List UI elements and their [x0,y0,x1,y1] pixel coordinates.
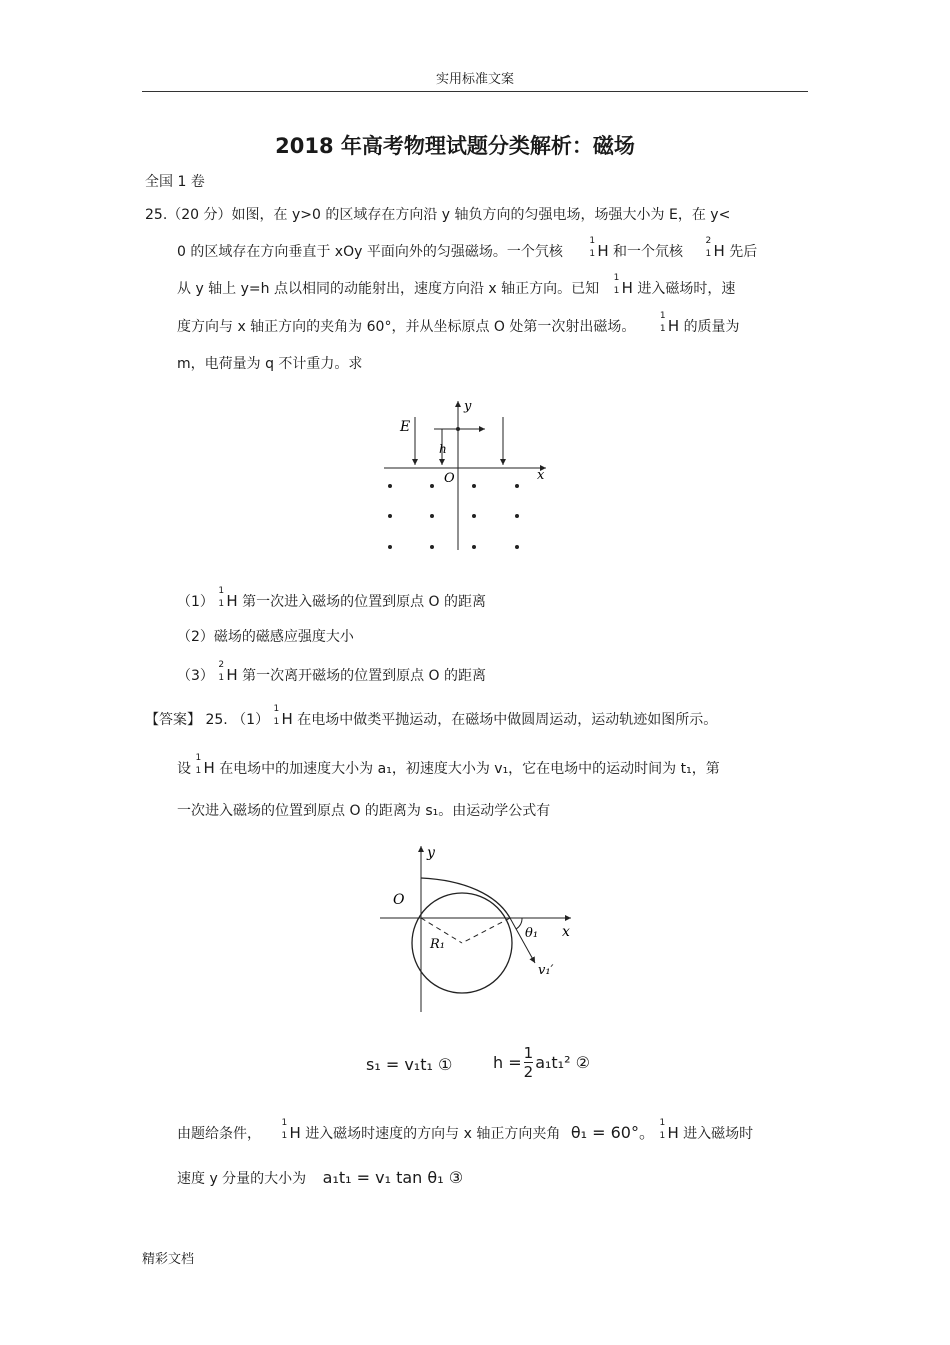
isotope-h1: 1 1 H [281,1118,301,1142]
parabola-path [421,878,510,918]
field-diagram [370,395,560,560]
problem-line-2a: 0 的区域存在方向垂直于 xOy 平面向外的匀强磁场。一个氕核 [177,244,563,260]
label-x: x [537,468,545,483]
answer-line-1 [145,704,718,729]
problem-line-3a: 从 y 轴上 y=h 点以相同的动能射出，速度方向沿 x 轴正方向。已知 [177,281,600,297]
problem-line-4 [177,311,740,336]
answer-line-4d: 进入磁场时 [683,1126,754,1142]
angle-arc [516,918,522,929]
label-theta: θ₁ [525,926,539,941]
label-R: R₁ [430,937,445,952]
isotope-h2: 2 1 H [218,660,238,684]
problem-line-5: m，电荷量为 q 不计重力。求 [177,356,363,372]
angle-value: θ₁ = 60°。 [570,1123,655,1142]
equation-1: s₁ = v₁t₁ ① [366,1055,453,1074]
label-E: E [400,419,411,435]
label-O: O [444,471,455,486]
answer-line-2 [177,753,720,778]
answer-line-5a: 速度 y 分量的大小为 [177,1171,307,1187]
question-1-number: （1） [177,594,214,610]
question-1-text: 第一次进入磁场的位置到原点 O 的距离 [242,594,487,610]
page-header: 实用标准文案 [435,72,514,87]
problem-line-2c: 先后 [729,244,758,260]
answer-line-2a: 设 [177,761,191,777]
answer-line-1-text: 在电场中做类平抛运动，在磁场中做圆周运动，运动轨迹如图所示。 [297,712,718,728]
problem-line-1: 25.（20 分）如图，在 y>0 的区域存在方向沿 y 轴负方向的匀强电场，场强大小为 E，在 y< [145,207,731,223]
equation-2-rhs: a₁t₁² ② [535,1053,590,1072]
isotope-h1: 1 1 H [613,273,633,297]
label-v: v₁′ [538,963,554,978]
problem-line-4b: 的质量为 [683,319,740,335]
equation-3: a₁t₁ = v₁ tan θ₁ ③ [322,1168,464,1187]
label-x: x [562,924,570,940]
isotope-h1: 1 1 H [659,311,680,335]
answer-line-2b: 在电场中的加速度大小为 a₁，初速度大小为 v₁，它在电场中的运动时间为 t₁，第 [219,761,720,777]
section-label: 全国 1 卷 [145,174,205,190]
problem-line-3b: 进入磁场时，速 [637,281,736,297]
problem-line-2b: 和一个氘核 [613,244,684,260]
problem-line-3 [177,273,736,298]
isotope-h1: 1 1 H [589,236,609,260]
answer-line-5 [177,1168,463,1188]
equation-2 [493,1044,590,1081]
answer-line-4 [177,1120,753,1143]
label-y: y [464,399,472,414]
question-3-text: 第一次离开磁场的位置到原点 O 的距离 [242,668,487,684]
isotope-h2: 2 1 H [705,236,725,260]
magnetic-field-dots [388,484,519,549]
page-footer: 精彩文档 [142,1252,195,1267]
fraction-half: $\frac{1}{2}$ [523,1044,534,1081]
trajectory-diagram [375,840,580,1015]
answer-line-3: 一次进入磁场的位置到原点 O 的距离为 s₁。由运动学公式有 [177,803,551,819]
question-3 [177,660,487,685]
equation-2-lhs: h = [493,1053,522,1072]
answer-line-4b: 进入磁场时速度的方向与 x 轴正方向夹角 [305,1126,561,1142]
isotope-h1: 1 1 H [218,586,238,610]
problem-line-2 [177,236,758,261]
isotope-h1: 1 1 H [195,753,215,777]
header-rule [142,91,808,92]
answer-label: 【答案】 25. （1） [145,712,270,728]
problem-line-4a: 度方向与 x 轴正方向的夹角为 60°，并从坐标原点 O 处第一次射出磁场。 [177,319,636,335]
isotope-h1: 1 1 H [273,704,293,728]
label-O: O [393,892,405,908]
question-2: （2）磁场的磁感应强度大小 [177,629,354,645]
label-y: y [427,845,435,861]
answer-line-4a: 由题给条件， [177,1126,261,1142]
question-1 [177,586,487,611]
question-3-number: （3） [177,668,214,684]
isotope-h1: 1 1 H [659,1118,679,1142]
page-title: 2018 年高考物理试题分类解析：磁场 [275,134,635,158]
radius-dashed [462,918,510,943]
label-h: h [439,442,447,456]
